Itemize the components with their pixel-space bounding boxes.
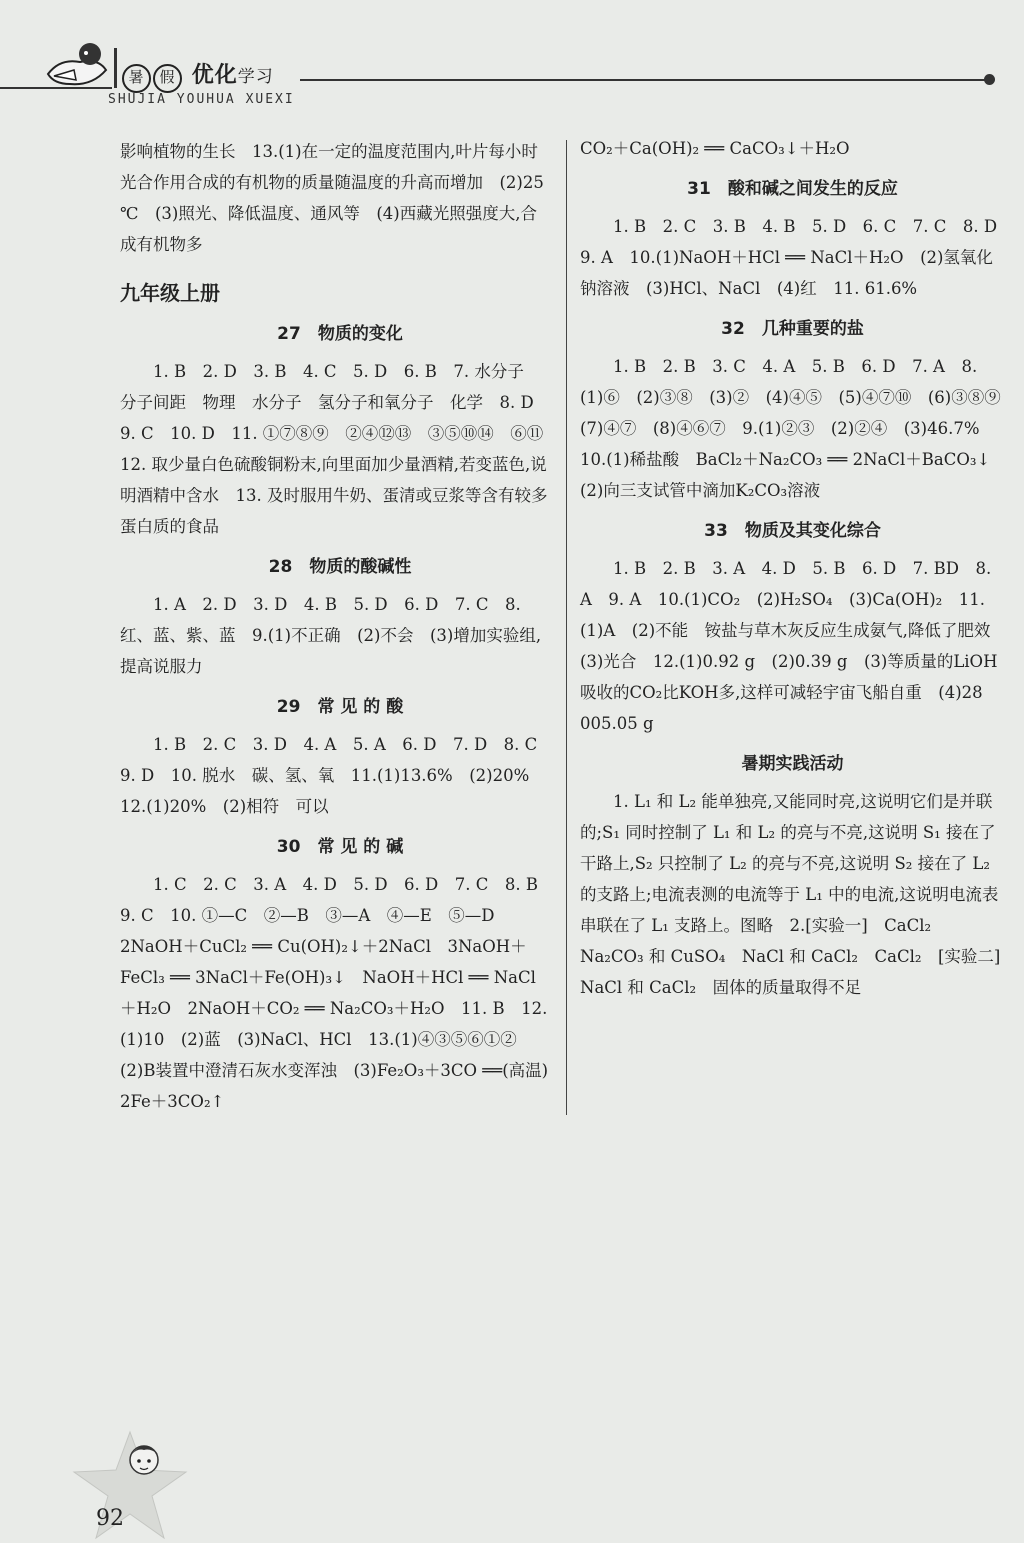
grade-heading: 九年级上册 [120, 281, 220, 305]
header-vertical-bar [114, 48, 117, 88]
header-left-rule [0, 87, 112, 89]
section-title-32: 32 几种重要的盐 [721, 319, 864, 339]
column-divider [566, 140, 567, 1115]
continued-answer: 影响植物的生长 13.(1)在一定的温度范围内,叶片每小时光合作用合成的有机物的质量随温度的升高而增加 (2)25 ℃ (3)照光、降低温度、通风等 (4)西藏光照强度大,合成有机物多 [120, 142, 544, 254]
brand-circle-char-2: 假 [153, 64, 182, 93]
section-body-32: 1. B 2. B 3. C 4. A 5. B 6. D 7. A 8.(1)⑥ (2)③⑧ (3)② (4)④⑤ (5)④⑦⑩ (6)③⑧⑨ (7)④⑦ (8)④⑥⑦ 9.(1)②③ (2)②④ (3)46.7% 10.(1)稀盐酸 BaCl₂＋Na₂CO₃ ══ 2NaCl＋BaCO₃↓ (2)向三支试管中滴加K₂CO₃溶液 [580, 357, 1018, 500]
section-body-27: 1. B 2. D 3. B 4. C 5. D 6. B 7. 水分子 分子间距 物理 水分子 氢分子和氧分子 化学 8. D 9. C 10. D 11. ①⑦⑧⑨ ②④⑫⑬ ③⑤⑩⑭ ⑥⑪ 12. 取少量白色硫酸铜粉末,向里面加少量酒精,若变蓝色,说明酒精中含水 13. 及时服用牛奶、蛋清或豆浆等含有较多蛋白质的食品 [120, 362, 560, 536]
section-title-27: 27 物质的变化 [277, 324, 403, 344]
page-number: 92 [96, 1506, 124, 1531]
section-body-28: 1. A 2. D 3. D 4. B 5. D 6. D 7. C 8. 红、蓝、紫、蓝 9.(1)不正确 (2)不会 (3)增加实验组,提高说服力 [120, 595, 542, 676]
brand-pinyin: SHUJIA YOUHUA XUEXI [108, 92, 295, 107]
section-body-30: 1. C 2. C 3. A 4. D 5. D 6. D 7. C 8. B 9. C 10. ①—C ②—B ③—A ④—E ⑤—D 2NaOH＋CuCl₂ ══ Cu(OH)₂↓＋2NaCl 3NaOH＋FeCl₃ ══ 3NaCl＋Fe(OH)₃↓ NaOH＋HCl ══ NaCl＋H₂O 2NaOH＋CO₂ ══ Na₂CO₃＋H₂O 11. B 12.(1)10 (2)蓝 (3)NaCl、HCl 13.(1)④③⑤⑥①② (2)B装置中澄清石灰水变浑浊 (3)Fe₂O₃＋3CO ══(高温) 2Fe＋3CO₂↑ [120, 875, 555, 1111]
brand-sub-text: 学习 [237, 67, 274, 87]
section-title-29: 29 常 见 的 酸 [276, 697, 404, 717]
continued-equation: CO₂＋Ca(OH)₂ ══ CaCO₃↓＋H₂O [580, 139, 850, 158]
brand-title [122, 58, 274, 93]
section-body-33: 1. B 2. B 3. A 4. D 5. B 6. D 7. BD 8. A 9. A 10.(1)CO₂ (2)H₂SO₄ (3)Ca(OH)₂ 11.(1)A (2)不能 铵盐与草木灰反应生成氨气,降低了肥效 (3)光合 12.(1)0.92 g (2)0.39 g (3)等质量的LiOH吸收的CO₂比KOH多,这样可减轻宇宙飞船自重 (4)28 005.05 g [580, 559, 1007, 733]
brand-main-text: 优化 [191, 62, 238, 88]
page-header [0, 0, 1024, 110]
section-title-31: 31 酸和碱之间发生的反应 [687, 179, 898, 199]
section-title-30: 30 常 见 的 碱 [276, 837, 404, 857]
left-column [120, 136, 560, 1117]
section-body-practice: 1. L₁ 和 L₂ 能单独亮,又能同时亮,这说明它们是并联的;S₁ 同时控制了 L₁ 和 L₂ 的亮与不亮,这说明 S₁ 接在了干路上,S₂ 只控制了 L₂ 的亮与不亮,这说明 S₂ 接在了 L₂ 的支路上;电流表测的电流等于 L₁ 中的电流,这说明电流表串联在了 L₁ 支路上。图略 2.[实验一] CaCl₂ Na₂CO₃ 和 CuSO₄ NaCl 和 CaCl₂ CaCl₂ [实验二] NaCl 和 CaCl₂ 固体的质量取得不足 [580, 792, 1017, 997]
brand-circle-char-1: 暑 [122, 64, 151, 93]
header-rule [300, 79, 985, 81]
star-mascot-icon [70, 1430, 190, 1543]
section-body-29: 1. B 2. C 3. D 4. A 5. A 6. D 7. D 8. C 9. D 10. 脱水 碳、氢、氧 11.(1)13.6% (2)20% 12.(1)20% (2)相符 可以 [120, 735, 554, 816]
section-title-28: 28 物质的酸碱性 [268, 557, 412, 577]
mascot-logo-icon [40, 40, 112, 88]
right-column [580, 133, 1018, 1003]
section-title-33: 33 物质及其变化综合 [704, 521, 881, 541]
header-rule-dot-icon [984, 74, 995, 85]
section-body-31: 1. B 2. C 3. B 4. B 5. D 6. C 7. C 8. D 9. A 10.(1)NaOH＋HCl ══ NaCl＋H₂O (2)氢氧化钠溶液 (3)HCl、NaCl (4)红 11. 61.6% [580, 217, 1014, 298]
section-title-practice: 暑期实践活动 [741, 754, 844, 774]
